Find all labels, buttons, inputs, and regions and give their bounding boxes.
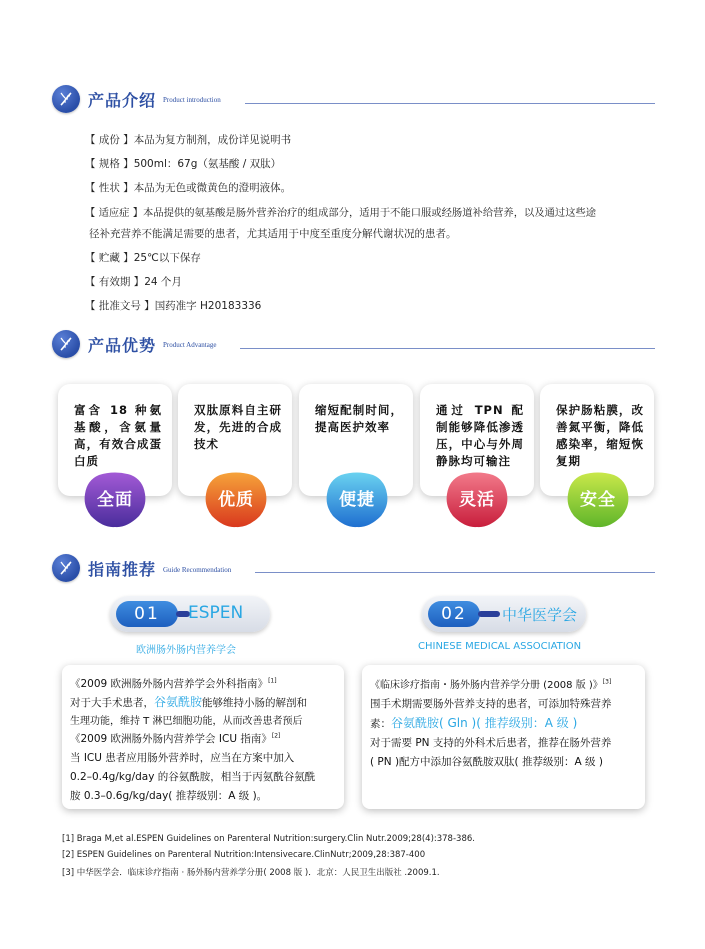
guide-line: 《临床诊疗指南・肠外肠内营养学分册 (2008 版 )》[3] bbox=[370, 678, 612, 691]
cma-pill bbox=[422, 596, 586, 632]
guide-number: 01 bbox=[116, 601, 178, 627]
intro-item: 【 批准文号 】国药准字 H20183336 bbox=[85, 300, 262, 312]
intro-item: 【 性状 】本品为无色或微黄色的澄明液体。 bbox=[85, 182, 292, 194]
badge-hexagon: 优质 bbox=[204, 472, 268, 528]
advantage-text: 保护肠粘膜，改善氮平衡，降低感染率，缩短恢复期 bbox=[556, 403, 644, 468]
guide-name: ESPEN bbox=[188, 603, 244, 623]
advantage-text: 富含 18 种氨基酸，含氨量高，有效合成蛋白质 bbox=[74, 403, 162, 468]
badge-hexagon: 全面 bbox=[83, 472, 147, 528]
guide-line: 对于需要 PN 支持的外科术后患者，推荐在肠外营养 bbox=[370, 737, 612, 749]
guide-number: 02 bbox=[428, 601, 480, 627]
guide-line: 《2009 欧洲肠外肠内营养学会 ICU 指南》[2] bbox=[70, 732, 281, 745]
guide-line: 0.2–0.4g/kg/day 的谷氨酰胺，相当于丙氨酰谷氨酰 bbox=[70, 771, 316, 783]
badge-hexagon: 灵活 bbox=[445, 472, 509, 528]
intro-item: 径补充营养不能满足需要的患者，尤其适用于中度至重度分解代谢状况的患者。 bbox=[89, 228, 457, 240]
badge-hexagon: 便捷 bbox=[325, 472, 389, 528]
guide-title: 指南推荐 bbox=[88, 560, 157, 579]
intro-title: 产品介绍 bbox=[88, 91, 157, 110]
reference: [1] Braga M,et al.ESPEN Guidelines on Parenteral Nutrition:surgery.Clin Nutr.2009;28(4):378-386. bbox=[62, 834, 475, 844]
reference: [2] ESPEN Guidelines on Parenteral Nutrition:Intensivecare.ClinNutr;2009,28:387-400 bbox=[62, 850, 426, 860]
guide-name: 中华医学会 bbox=[502, 606, 578, 624]
divider bbox=[240, 348, 655, 349]
guide-line: 胺 0.3–0.6g/kg/day( 推荐级别：A 级 )。 bbox=[70, 790, 268, 802]
guide-caption: CHINESE MEDICAL ASSOCIATION bbox=[418, 641, 582, 652]
espen-pill bbox=[110, 596, 270, 632]
intro-item: 【 适应症 】本品提供的氨基酸是肠外营养治疗的组成部分，适用于不能口服或经肠道补给营养，以及通过这些途 bbox=[85, 207, 597, 219]
dna-icon bbox=[52, 330, 80, 358]
pill-connector bbox=[478, 611, 500, 617]
advantage-text: 通过 TPN 配制能够降低渗透压，中心与外周静脉均可输注 bbox=[436, 403, 524, 468]
guide-caption: 欧洲肠外肠内营养学会 bbox=[136, 645, 236, 656]
guide-line: ( PN )配方中添加谷氨酰胺双肽( 推荐级别：A 级 ) bbox=[370, 756, 603, 768]
advantage-subtitle: Product Advantage bbox=[163, 341, 217, 349]
guide-line: 当 ICU 患者应用肠外营养时，应当在方案中加入 bbox=[70, 752, 295, 764]
reference: [3] 中华医学会．临床诊疗指南 · 肠外肠内营养学分册( 2008 版 )．北京：人民卫生出版社 .2009.1. bbox=[62, 868, 440, 878]
divider bbox=[245, 103, 655, 104]
intro-item: 【 成份 】本品为复方制剂，成份详见说明书 bbox=[85, 134, 292, 146]
badge-hexagon: 安全 bbox=[566, 472, 630, 528]
advantage-text: 缩短配制时间，提高医护效率 bbox=[315, 403, 403, 434]
guide-line: 生理功能，维持 T 淋巴细胞功能，从而改善患者预后 bbox=[70, 716, 303, 727]
cma-guide-box bbox=[362, 665, 645, 809]
espen-guide-box bbox=[62, 665, 344, 809]
guide-line: 素：谷氨酰胺( Gln )( 推荐级别：A 级 ) bbox=[370, 716, 578, 730]
advantage-title: 产品优势 bbox=[88, 336, 157, 355]
intro-item: 【 规格 】500ml：67g（氨基酸 / 双肽） bbox=[85, 158, 282, 170]
advantage-text: 双肽原料自主研发，先进的合成技术 bbox=[194, 403, 282, 451]
guide-subtitle: Guide Recommendation bbox=[163, 566, 232, 574]
divider bbox=[255, 572, 655, 573]
intro-item: 【 有效期 】24 个月 bbox=[85, 276, 182, 288]
guide-line: 围手术期需要肠外营养支持的患者，可添加特殊营养 bbox=[370, 698, 612, 710]
intro-subtitle: Product introduction bbox=[163, 96, 221, 104]
intro-item: 【 贮藏 】25℃以下保存 bbox=[85, 252, 201, 264]
guide-line: 对于大手术患者，谷氨酰胺能够维持小肠的解剖和 bbox=[70, 695, 308, 709]
dna-icon bbox=[52, 554, 80, 582]
guide-line: 《2009 欧洲肠外肠内营养学会外科指南》[1] bbox=[70, 677, 277, 690]
dna-icon bbox=[52, 85, 80, 113]
